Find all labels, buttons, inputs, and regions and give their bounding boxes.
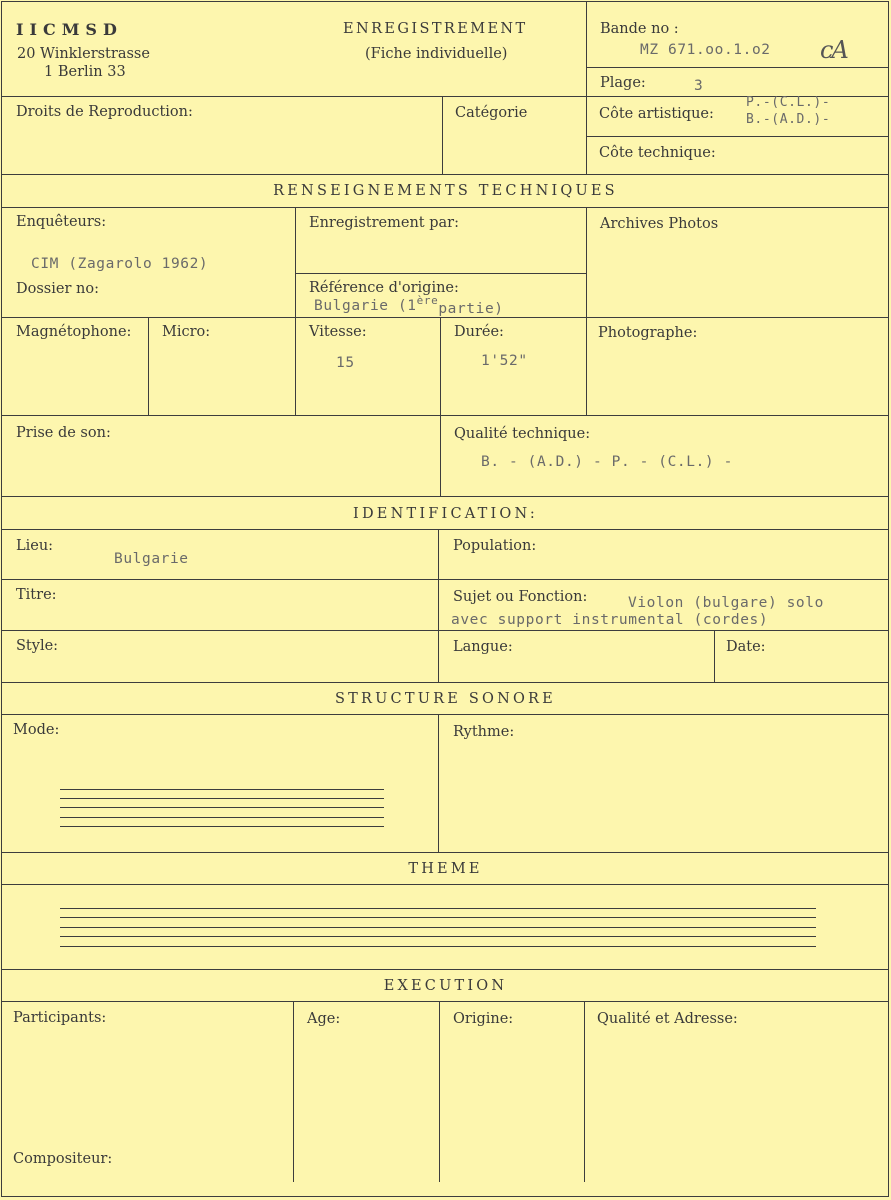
lieu-label: Lieu: bbox=[16, 538, 54, 554]
qualite-adresse-label: Qualité et Adresse: bbox=[597, 1011, 738, 1027]
tech-row-3-top bbox=[1, 415, 888, 416]
structure-title-top bbox=[1, 682, 888, 683]
cote-artistique-value-1: P.-(C.L.)- bbox=[746, 95, 831, 110]
header-right-divider bbox=[586, 1, 587, 174]
ident-col-divider bbox=[438, 529, 439, 682]
qualite-technique-value: B. - (A.D.) - P. - (C.L.) - bbox=[481, 454, 733, 470]
enregistrement-divider bbox=[295, 273, 586, 274]
categorie-label: Catégorie bbox=[455, 105, 528, 121]
theme-staff-line bbox=[60, 917, 816, 918]
org-logo: IICMSD bbox=[16, 20, 123, 39]
reference-label: Référence d'origine: bbox=[309, 280, 459, 296]
border-bottom bbox=[1, 1196, 888, 1197]
tech-section-title: RENSEIGNEMENTS TECHNIQUES bbox=[273, 183, 618, 199]
structure-section-title: STRUCTURE SONORE bbox=[335, 691, 556, 707]
origine-divider bbox=[439, 1001, 440, 1182]
enregistrement-par-label: Enregistrement par: bbox=[309, 215, 459, 231]
sujet-label: Sujet ou Fonction: bbox=[453, 589, 588, 605]
bande-value: MZ 671.oo.1.o2 bbox=[640, 42, 771, 58]
reference-value bbox=[314, 294, 504, 317]
age-divider bbox=[293, 1001, 294, 1182]
mode-staff-line bbox=[60, 817, 384, 818]
cote-divider bbox=[586, 136, 888, 137]
mode-label: Mode: bbox=[13, 722, 60, 738]
rythme-label: Rythme: bbox=[453, 724, 515, 740]
border-right bbox=[888, 1, 889, 1197]
theme-title-bottom bbox=[1, 884, 888, 885]
structure-col-divider bbox=[438, 714, 439, 852]
tech-col-divider-2 bbox=[586, 207, 587, 415]
bande-divider bbox=[586, 67, 888, 68]
mode-staff-line bbox=[60, 798, 384, 799]
structure-title-bottom bbox=[1, 714, 888, 715]
theme-staff-line bbox=[60, 936, 816, 937]
droits-label: Droits de Reproduction: bbox=[16, 104, 193, 120]
mode-staff-line bbox=[60, 789, 384, 790]
ident-section-title: IDENTIFICATION: bbox=[353, 506, 538, 522]
tech-title-bottom bbox=[1, 207, 888, 208]
plage-label: Plage: bbox=[600, 75, 646, 91]
age-label: Age: bbox=[307, 1011, 341, 1027]
form-title: ENREGISTREMENT bbox=[343, 21, 528, 37]
vitesse-value: 15 bbox=[336, 355, 355, 371]
photographe-label: Photographe: bbox=[598, 325, 698, 341]
sujet-value-2: avec support instrumental (cordes) bbox=[451, 612, 769, 628]
tech-row-2-top bbox=[1, 317, 888, 318]
tech-col-divider-1 bbox=[295, 207, 296, 415]
plage-value: 3 bbox=[694, 78, 704, 94]
address-line-1: 20 Winklerstrasse bbox=[17, 46, 150, 62]
langue-label: Langue: bbox=[453, 639, 513, 655]
magnetophone-label: Magnétophone: bbox=[16, 324, 132, 340]
style-label: Style: bbox=[16, 638, 59, 654]
qualite-technique-label: Qualité technique: bbox=[454, 426, 591, 442]
duree-label: Durée: bbox=[454, 324, 504, 340]
bande-label: Bande no : bbox=[600, 21, 679, 37]
theme-staff-line bbox=[60, 946, 816, 947]
theme-section-title: THEME bbox=[408, 861, 483, 877]
ident-title-bottom bbox=[1, 529, 888, 530]
archives-photos-label: Archives Photos bbox=[600, 216, 719, 232]
bande-annotation: cA bbox=[820, 36, 847, 64]
enqueteurs-value: CIM (Zagarolo 1962) bbox=[31, 256, 209, 272]
cote-technique-label: Côte technique: bbox=[599, 145, 716, 161]
date-label: Date: bbox=[726, 639, 766, 655]
reference-value-end: partie) bbox=[438, 301, 504, 317]
categorie-divider bbox=[442, 96, 443, 174]
border-top bbox=[1, 1, 888, 2]
origine-label: Origine: bbox=[453, 1011, 514, 1027]
compositeur-label: Compositeur: bbox=[13, 1151, 113, 1167]
cote-artistique-label: Côte artistique: bbox=[599, 106, 714, 122]
mode-staff-line bbox=[60, 826, 384, 827]
duree-value: 1'52" bbox=[481, 353, 528, 369]
lieu-value: Bulgarie bbox=[114, 551, 189, 567]
duree-divider bbox=[440, 317, 441, 497]
micro-label: Micro: bbox=[162, 324, 211, 340]
dossier-label: Dossier no: bbox=[16, 281, 99, 297]
theme-staff-line bbox=[60, 927, 816, 928]
style-row-top bbox=[1, 630, 888, 631]
execution-title-bottom bbox=[1, 1001, 888, 1002]
micro-divider bbox=[148, 317, 149, 415]
prise-de-son-label: Prise de son: bbox=[16, 425, 111, 441]
tech-title-top bbox=[1, 174, 888, 175]
form-subtitle: (Fiche individuelle) bbox=[365, 46, 508, 62]
titre-label: Titre: bbox=[16, 587, 57, 603]
titre-row-top bbox=[1, 579, 888, 580]
enqueteurs-label: Enquêteurs: bbox=[16, 214, 107, 230]
address-line-2: 1 Berlin 33 bbox=[44, 64, 126, 80]
reference-value-sup: ère bbox=[416, 294, 439, 307]
cote-artistique-value-2: B.-(A.D.)- bbox=[746, 112, 831, 127]
border-left bbox=[1, 1, 2, 1197]
execution-title-top bbox=[1, 969, 888, 970]
reference-value-main: Bulgarie (1 bbox=[314, 298, 417, 314]
population-label: Population: bbox=[453, 538, 537, 554]
mode-staff-line bbox=[60, 807, 384, 808]
participants-label: Participants: bbox=[13, 1010, 107, 1026]
execution-section-title: EXECUTION bbox=[383, 978, 508, 994]
theme-staff-line bbox=[60, 908, 816, 909]
theme-title-top bbox=[1, 852, 888, 853]
date-divider bbox=[714, 630, 715, 682]
vitesse-label: Vitesse: bbox=[309, 324, 367, 340]
qualite-adresse-divider bbox=[584, 1001, 585, 1182]
ident-title-top bbox=[1, 496, 888, 497]
sujet-value-1: Violon (bulgare) solo bbox=[628, 595, 824, 611]
